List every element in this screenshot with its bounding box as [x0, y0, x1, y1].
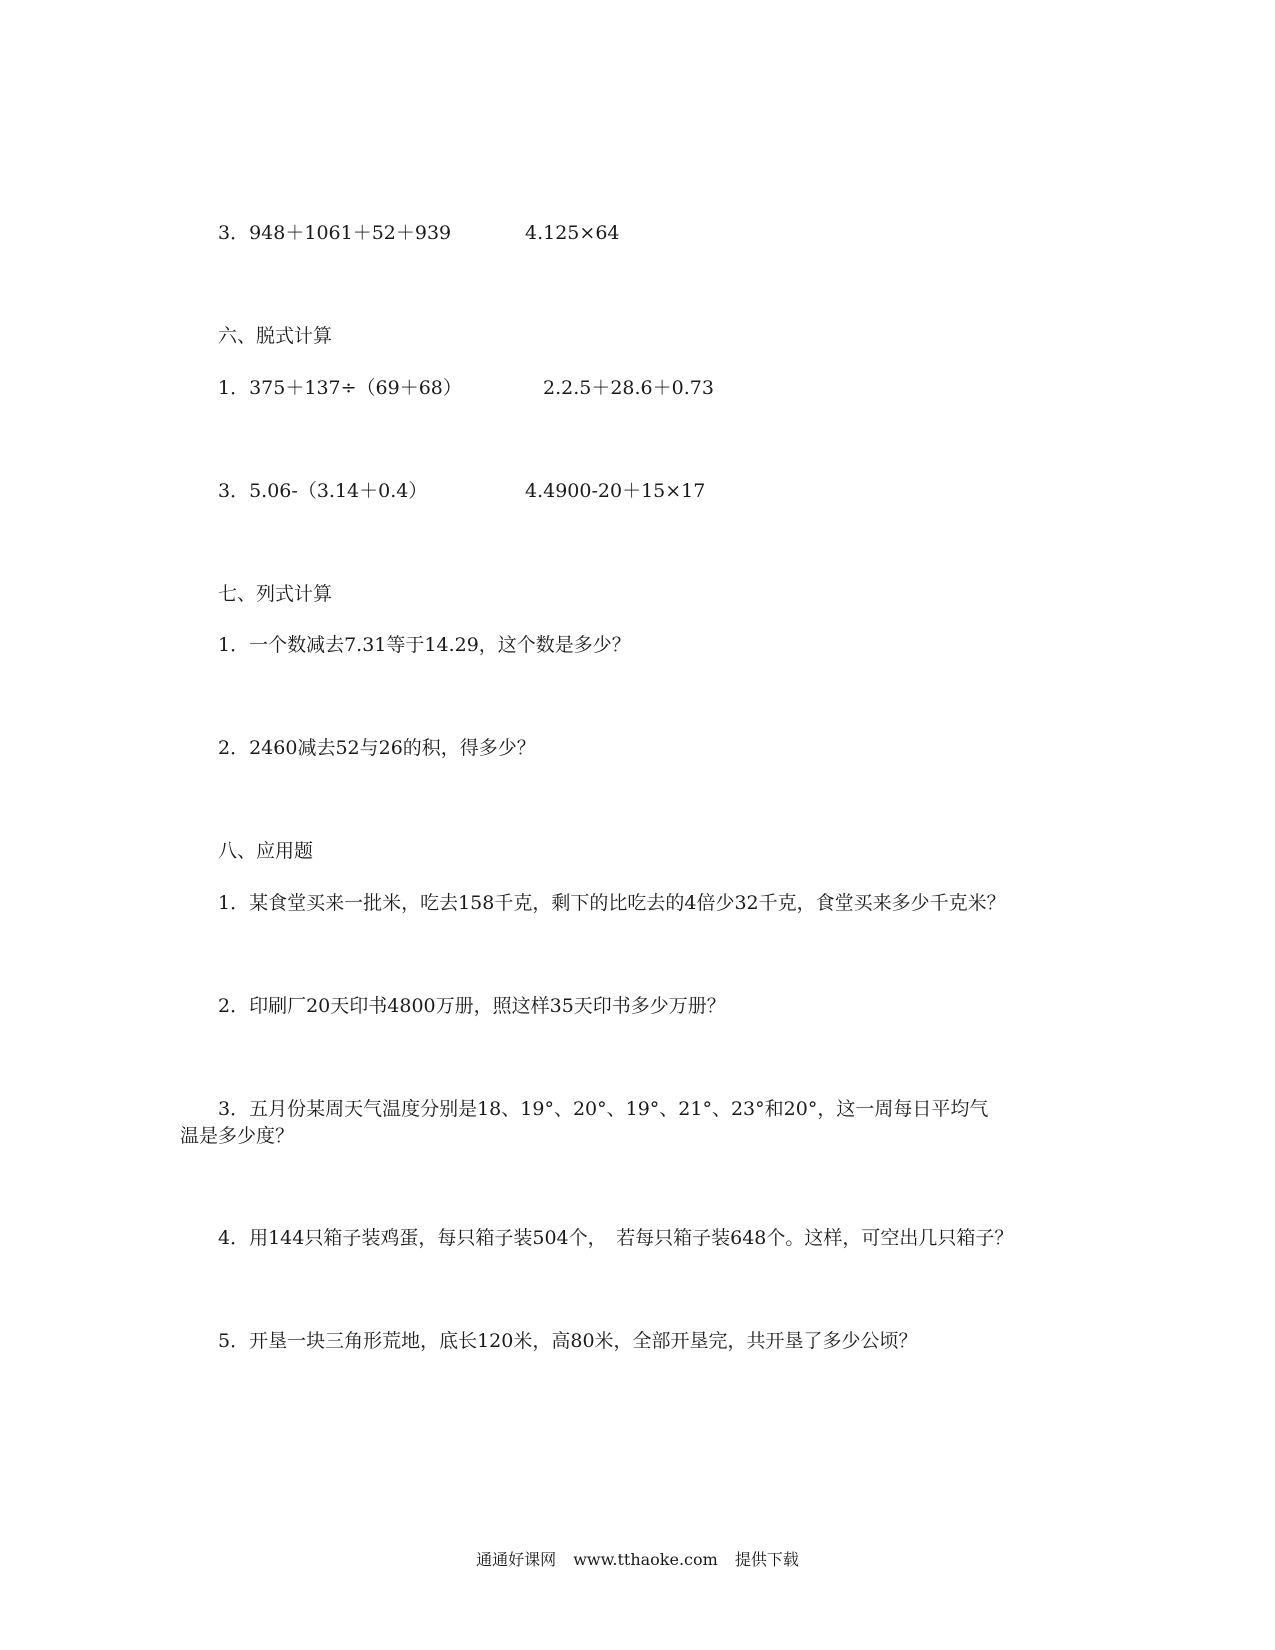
question-7-2: 2．2460减去52与26的积，得多少？ [218, 737, 536, 759]
section-8-heading: 八、应用题 [218, 840, 314, 862]
footer-url: www.tthaoke.com [573, 1550, 718, 1569]
page-footer [0, 1550, 1275, 1570]
question-8-4: 4．用144只箱子装鸡蛋，每只箱子装504个， 若每只箱子装648个。这样，可空出几只箱子？ [218, 1227, 1014, 1249]
footer-note: 提供下载 [734, 1550, 799, 1569]
section-7-heading: 七、列式计算 [218, 583, 333, 605]
question-6-4: 4.4900-20＋15×17 [525, 480, 706, 502]
question-5-4: 4.125×64 [525, 222, 620, 244]
question-5-3: 3．948＋1061＋52＋939 [218, 222, 452, 244]
footer-site-name: 通通好课网 [476, 1550, 557, 1569]
question-6-2: 2.2.5＋28.6＋0.73 [543, 377, 714, 399]
question-8-3-line-2: 温是多少度？ [180, 1125, 295, 1147]
question-6-1: 1．375＋137÷（69＋68） [218, 377, 462, 399]
question-8-3-line-1: 3．五月份某周天气温度分别是18、19°、20°、19°、21°、23°和20°，这一周每日平均气 [218, 1098, 989, 1120]
question-6-3: 3．5.06-（3.14＋0.4） [218, 480, 428, 502]
section-6-heading: 六、脱式计算 [218, 325, 333, 347]
question-8-2: 2．印刷厂20天印书4800万册，照这样35天印书多少万册？ [218, 995, 726, 1017]
question-8-1: 1．某食堂买来一批米，吃去158千克，剩下的比吃去的4倍少32千克，食堂买来多少千克米？ [218, 892, 1006, 914]
question-8-5: 5．开垦一块三角形荒地，底长120米，高80米，全部开垦完，共开垦了多少公顷？ [218, 1330, 918, 1352]
question-7-1: 1．一个数减去7.31等于14.29，这个数是多少？ [218, 634, 631, 656]
